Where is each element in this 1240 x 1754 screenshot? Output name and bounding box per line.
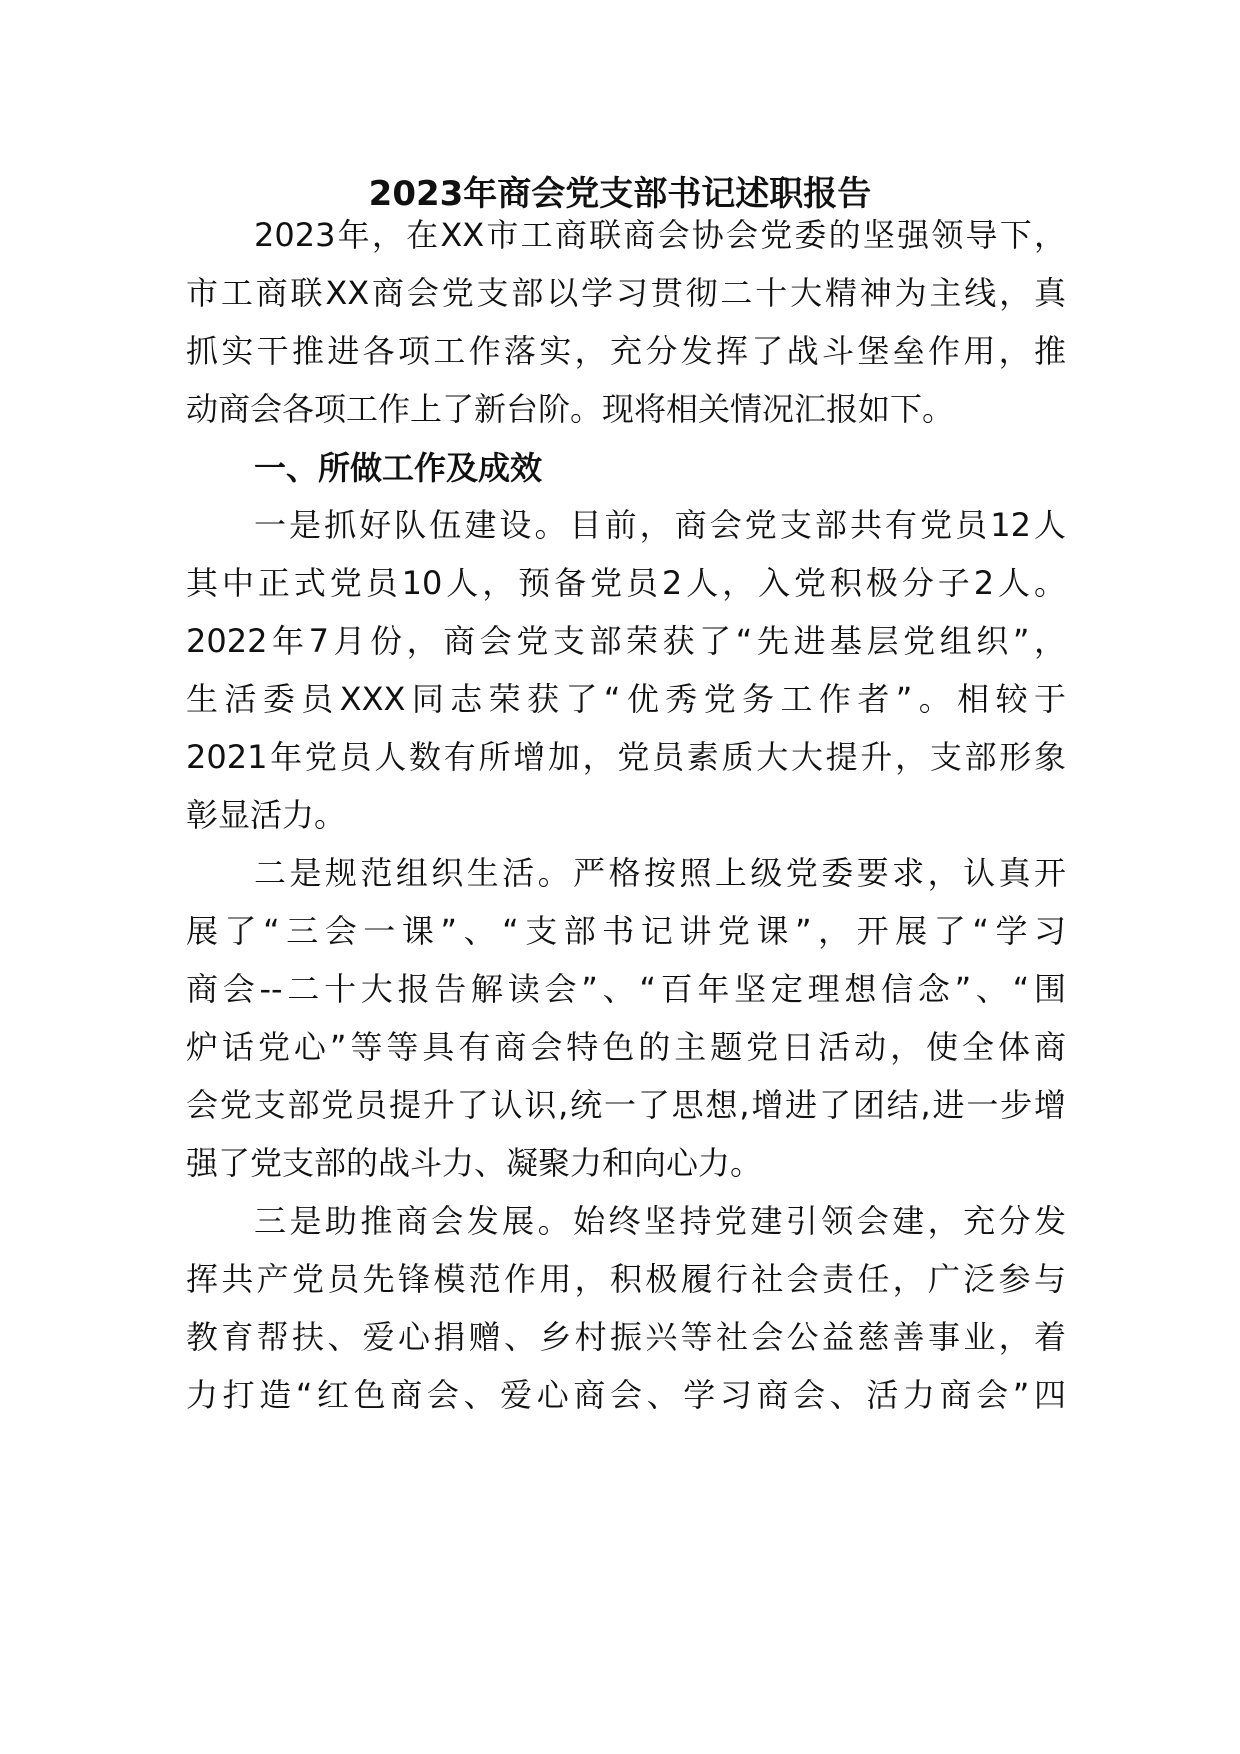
- para1-line-6: 彰显活力。: [186, 796, 347, 834]
- para2-line-4: 炉话党心”等等具有商会特色的主题党日活动，使全体商: [186, 1028, 1066, 1066]
- para3-line-3: 教育帮扶、爱心捐赠、乡村振兴等社会公益慈善事业，着: [186, 1318, 1066, 1356]
- para3-line-2: 挥共产党员先锋模范作用，积极履行社会责任，广泛参与: [186, 1260, 1066, 1298]
- intro-line-3: 抓实干推进各项工作落实，充分发挥了战斗堡垒作用，推: [186, 332, 1066, 370]
- para2-line-6: 强了党支部的战斗力、凝聚力和向心力。: [186, 1144, 763, 1182]
- para3-line-4: 力打造“红色商会、爱心商会、学习商会、活力商会”四: [186, 1376, 1066, 1414]
- para3-line-1: 三是助推商会发展。始终坚持党建引领会建，充分发: [254, 1202, 1066, 1240]
- para2-line-1: 二是规范组织生活。严格按照上级党委要求，认真开: [254, 854, 1066, 892]
- intro-line-1: 2023年，在XX市工商联商会协会党委的坚强领导下，: [254, 216, 1066, 254]
- intro-line-4: 动商会各项工作上了新台阶。现将相关情况汇报如下。: [186, 390, 955, 428]
- intro-line-2: 市工商联XX商会党支部以学习贯彻二十大精神为主线，真: [186, 274, 1066, 312]
- para1-line-4: 生活委员XXX同志荣获了“优秀党务工作者”。相较于: [186, 680, 1066, 718]
- para2-line-5: 会党支部党员提升了认识,统一了思想,增进了团结,进一步增: [186, 1086, 1066, 1124]
- para2-line-3: 商会--二十大报告解读会”、“百年坚定理想信念”、“围: [186, 970, 1066, 1008]
- para1-line-1: 一是抓好队伍建设。目前，商会党支部共有党员12人: [254, 506, 1066, 544]
- para1-line-2: 其中正式党员10人，预备党员2人，入党积极分子2人。: [186, 564, 1066, 602]
- para1-line-3: 2022年7月份，商会党支部荣获了“先进基层党组织”，: [186, 622, 1066, 660]
- para2-line-2: 展了“三会一课”、“支部书记讲党课”，开展了“学习: [186, 912, 1066, 950]
- document-title: 2023年商会党支部书记述职报告: [368, 174, 872, 214]
- para1-line-5: 2021年党员人数有所增加，党员素质大大提升，支部形象: [186, 738, 1066, 776]
- section-heading: 一、所做工作及成效: [254, 449, 543, 487]
